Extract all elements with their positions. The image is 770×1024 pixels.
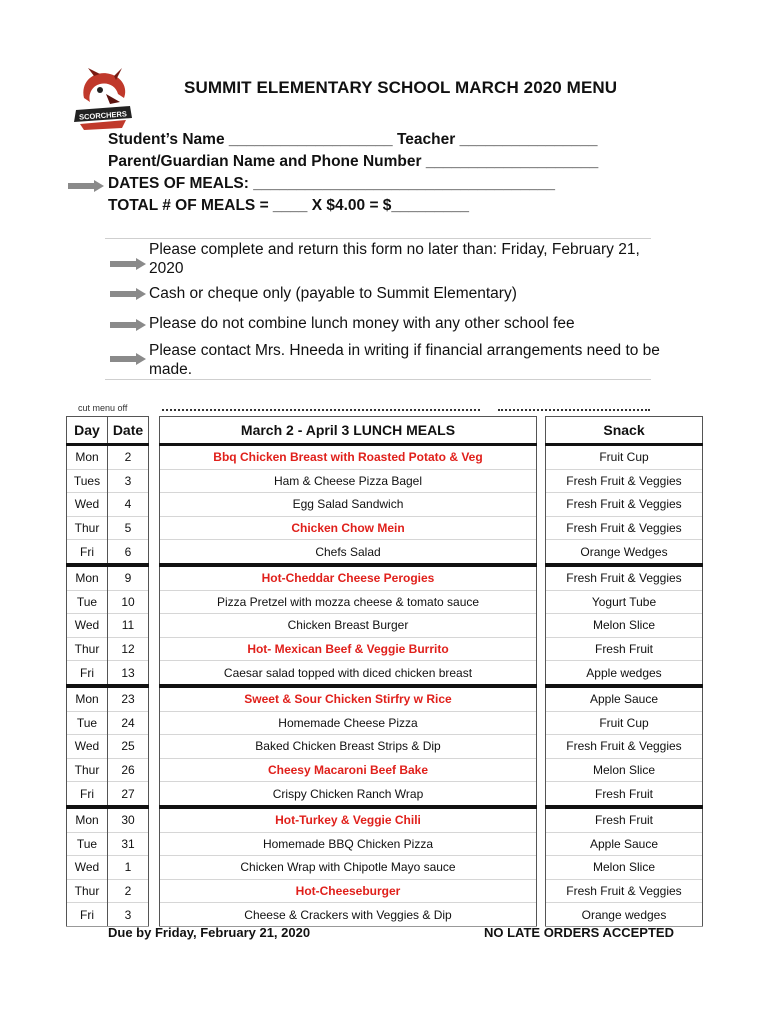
meal-cell: Ham & Cheese Pizza Bagel [160, 469, 537, 493]
snack-cell: Fruit Cup [546, 711, 703, 735]
table-row [67, 540, 703, 565]
snack-cell: Orange Wedges [546, 540, 703, 565]
header-meals: March 2 - April 3 LUNCH MEALS [160, 417, 537, 445]
snack-cell: Fresh Fruit & Veggies [546, 879, 703, 903]
day-cell: Tue [67, 832, 108, 856]
date-cell: 2 [108, 879, 149, 903]
day-cell: Thur [67, 516, 108, 540]
date-cell: 10 [108, 590, 149, 614]
header-snack: Snack [546, 417, 703, 445]
menu-table-body [67, 445, 703, 927]
table-row [67, 686, 703, 711]
table-row [67, 711, 703, 735]
school-logo [70, 68, 136, 136]
date-cell: 5 [108, 516, 149, 540]
date-cell: 27 [108, 782, 149, 807]
due-date-note: Due by Friday, February 21, 2020 [108, 925, 311, 940]
day-cell: Mon [67, 445, 108, 470]
arrow-icon [110, 287, 146, 305]
cut-line [162, 409, 480, 411]
snack-cell: Fresh Fruit & Veggies [546, 516, 703, 540]
day-cell: Thur [67, 879, 108, 903]
arrow-icon [110, 352, 146, 370]
day-cell: Tue [67, 711, 108, 735]
day-cell: Fri [67, 540, 108, 565]
meal-cell: Homemade Cheese Pizza [160, 711, 537, 735]
no-late-orders-note: NO LATE ORDERS ACCEPTED [484, 925, 674, 940]
day-cell: Tues [67, 469, 108, 493]
meal-cell: Baked Chicken Breast Strips & Dip [160, 735, 537, 759]
table-row [67, 735, 703, 759]
snack-cell: Fruit Cup [546, 445, 703, 470]
date-cell: 31 [108, 832, 149, 856]
snack-cell: Fresh Fruit [546, 637, 703, 661]
table-row [67, 516, 703, 540]
date-cell: 24 [108, 711, 149, 735]
divider [105, 379, 651, 380]
table-row [67, 807, 703, 832]
table-row [67, 661, 703, 686]
meal-cell: Cheesy Macaroni Beef Bake [160, 758, 537, 782]
table-row [67, 445, 703, 470]
table-row [67, 903, 703, 927]
table-row [67, 856, 703, 880]
table-header-row [67, 417, 703, 445]
snack-cell: Apple Sauce [546, 832, 703, 856]
snack-cell: Fresh Fruit & Veggies [546, 735, 703, 759]
meal-cell: Bbq Chicken Breast with Roasted Potato & Veg [160, 445, 537, 470]
day-cell: Wed [67, 493, 108, 517]
meal-cell: Pizza Pretzel with mozza cheese & tomato sauce [160, 590, 537, 614]
meal-cell: Homemade BBQ Chicken Pizza [160, 832, 537, 856]
note-payment: Cash or cheque only (payable to Summit Elementary) [149, 285, 517, 302]
date-cell: 13 [108, 661, 149, 686]
snack-cell: Apple Sauce [546, 686, 703, 711]
table-row [67, 614, 703, 638]
day-cell: Fri [67, 782, 108, 807]
meal-cell: Hot-Cheddar Cheese Perogies [160, 565, 537, 590]
dragon-mascot-icon [70, 68, 136, 136]
arrow-icon [68, 179, 104, 197]
snack-cell: Fresh Fruit & Veggies [546, 493, 703, 517]
day-cell: Mon [67, 565, 108, 590]
day-cell: Fri [67, 661, 108, 686]
day-cell: Thur [67, 758, 108, 782]
date-cell: 26 [108, 758, 149, 782]
day-cell: Thur [67, 637, 108, 661]
date-cell: 23 [108, 686, 149, 711]
student-teacher-line: Student’s Name ___________________ Teacher ________________ [108, 131, 598, 148]
date-cell: 6 [108, 540, 149, 565]
day-cell: Mon [67, 686, 108, 711]
logo-wordmark: SCORCHERS [78, 109, 128, 122]
date-cell: 30 [108, 807, 149, 832]
day-cell: Wed [67, 614, 108, 638]
parent-guardian-line: Parent/Guardian Name and Phone Number ____________________ [108, 153, 599, 170]
table-row [67, 493, 703, 517]
table-row [67, 879, 703, 903]
table-row [67, 758, 703, 782]
meal-cell: Caesar salad topped with diced chicken breast [160, 661, 537, 686]
date-cell: 25 [108, 735, 149, 759]
table-row [67, 637, 703, 661]
meal-cell: Hot- Mexican Beef & Veggie Burrito [160, 637, 537, 661]
date-cell: 2 [108, 445, 149, 470]
cut-menu-label: cut menu off [78, 403, 128, 413]
day-cell: Fri [67, 903, 108, 927]
meal-cell: Chefs Salad [160, 540, 537, 565]
date-cell: 1 [108, 856, 149, 880]
menu-table [66, 416, 703, 927]
snack-cell: Fresh Fruit & Veggies [546, 469, 703, 493]
meal-cell: Chicken Wrap with Chipotle Mayo sauce [160, 856, 537, 880]
meal-cell: Chicken Chow Mein [160, 516, 537, 540]
dates-of-meals-line: DATES OF MEALS: ___________________________________ [108, 175, 555, 192]
snack-cell: Fresh Fruit [546, 807, 703, 832]
day-cell: Tue [67, 590, 108, 614]
date-cell: 11 [108, 614, 149, 638]
meal-cell: Egg Salad Sandwich [160, 493, 537, 517]
snack-cell: Melon Slice [546, 856, 703, 880]
meal-cell: Hot-Turkey & Veggie Chili [160, 807, 537, 832]
table-row [67, 590, 703, 614]
date-cell: 12 [108, 637, 149, 661]
date-cell: 3 [108, 469, 149, 493]
date-cell: 4 [108, 493, 149, 517]
meal-cell: Chicken Breast Burger [160, 614, 537, 638]
snack-cell: Fresh Fruit & Veggies [546, 565, 703, 590]
snack-cell: Melon Slice [546, 758, 703, 782]
date-cell: 3 [108, 903, 149, 927]
snack-cell: Yogurt Tube [546, 590, 703, 614]
meal-cell: Cheese & Crackers with Veggies & Dip [160, 903, 537, 927]
table-row [67, 565, 703, 590]
page-title: SUMMIT ELEMENTARY SCHOOL MARCH 2020 MENU [184, 78, 618, 97]
table-row [67, 469, 703, 493]
table-row [67, 782, 703, 807]
note-contact: Please contact Mrs. Hneeda in writing if financial arrangements need to be made. [149, 342, 660, 378]
day-cell: Wed [67, 735, 108, 759]
date-cell: 9 [108, 565, 149, 590]
cut-line [498, 409, 650, 411]
snack-cell: Fresh Fruit [546, 782, 703, 807]
snack-cell: Melon Slice [546, 614, 703, 638]
day-cell: Wed [67, 856, 108, 880]
table-row [67, 832, 703, 856]
day-cell: Mon [67, 807, 108, 832]
arrow-icon [110, 318, 146, 336]
header-date: Date [108, 417, 149, 445]
meal-cell: Hot-Cheeseburger [160, 879, 537, 903]
total-meals-line: TOTAL # OF MEALS = ____ X $4.00 = $_________ [108, 197, 470, 214]
snack-cell: Apple wedges [546, 661, 703, 686]
meal-cell: Sweet & Sour Chicken Stirfry w Rice [160, 686, 537, 711]
divider [105, 238, 651, 239]
header-day: Day [67, 417, 108, 445]
arrow-icon [110, 257, 146, 275]
snack-cell: Orange wedges [546, 903, 703, 927]
meal-cell: Crispy Chicken Ranch Wrap [160, 782, 537, 807]
note-no-combine: Please do not combine lunch money with any other school fee [149, 315, 575, 332]
note-deadline: Please complete and return this form no later than: Friday, February 21, 2020 [149, 241, 640, 277]
